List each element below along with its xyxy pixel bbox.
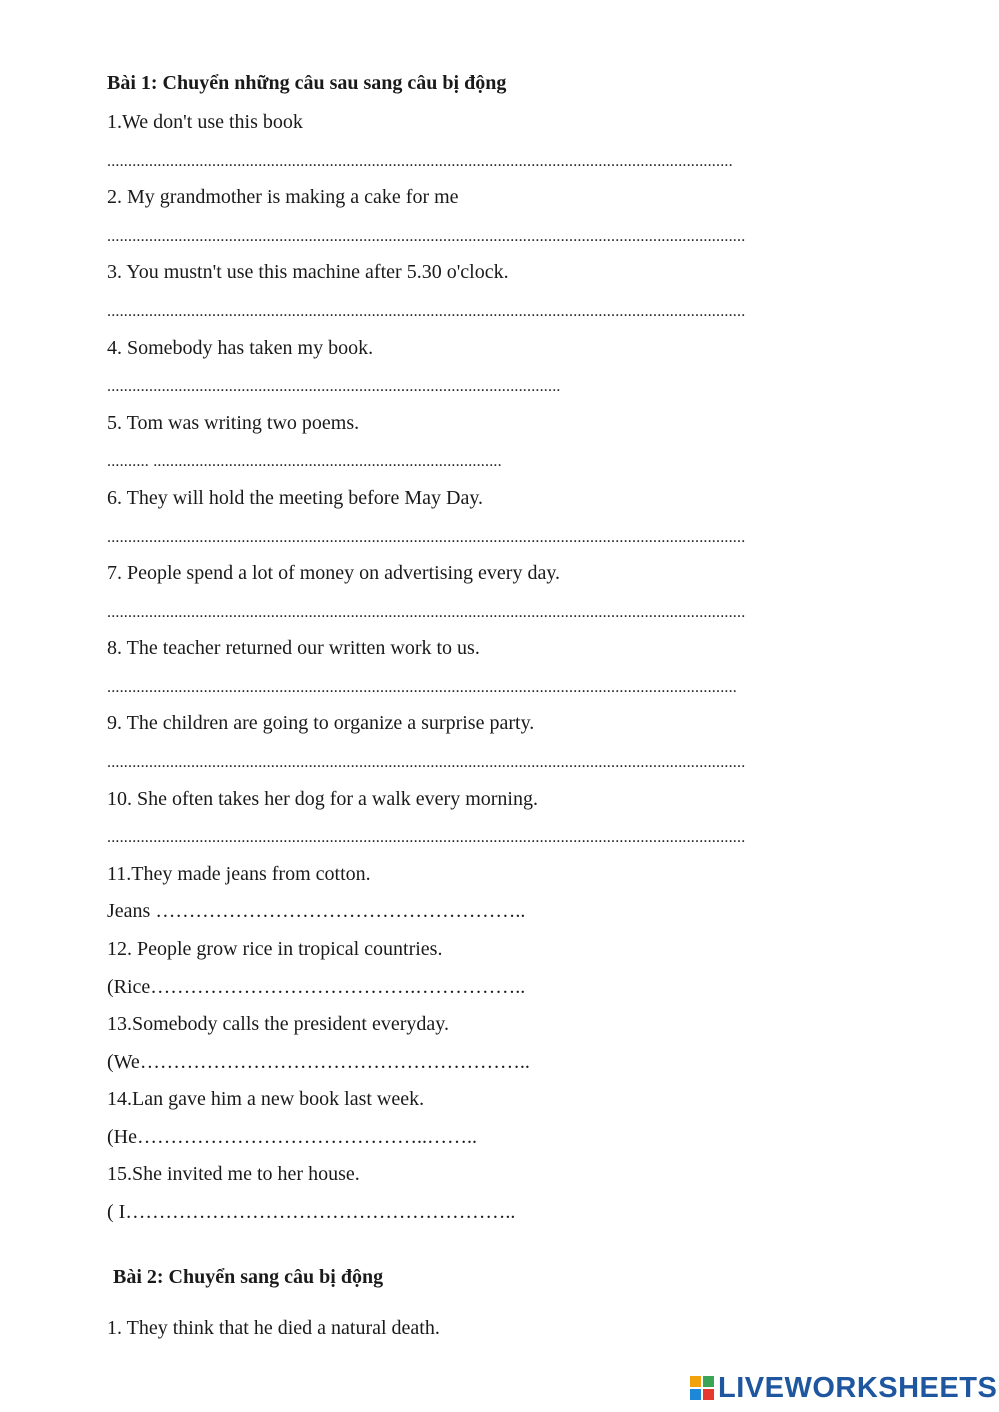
question-3: 3. You mustn't use this machine after 5.30 o'clock. (107, 261, 509, 283)
question-10: 10. She often takes her dog for a walk every morning. (107, 788, 538, 810)
liveworksheets-logo (690, 1372, 997, 1404)
answer-line-14[interactable]: (He……………………………………..…….. (107, 1126, 477, 1148)
section2-heading: Bài 2: Chuyển sang câu bị động (113, 1266, 384, 1288)
answer-line-10[interactable]: ........................................................................................................................................................ (107, 829, 746, 846)
question-1: 1.We don't use this book (107, 111, 303, 133)
answer-line-2[interactable]: ........................................................................................................................................................ (107, 228, 746, 245)
answer-line-4[interactable]: ............................................................................................................ (107, 378, 561, 395)
answer-line-5[interactable]: .......... ................................................................................... (107, 453, 502, 470)
section1-heading: Bài 1: Chuyển những câu sau sang câu bị động (107, 72, 507, 94)
question-6: 6. They will hold the meeting before May Day. (107, 487, 484, 509)
answer-line-11[interactable]: Jeans ……………………………………………….. (107, 900, 526, 922)
question-7: 7. People spend a lot of money on advertising every day. (107, 562, 561, 584)
answer-line-8[interactable]: ...................................................................................................................................................... (107, 679, 737, 696)
question-5: 5. Tom was writing two poems. (107, 412, 360, 434)
liveworksheets-wordmark: LIVEWORKSHEETS (718, 1371, 998, 1404)
answer-line-3[interactable]: ........................................................................................................................................................ (107, 303, 746, 320)
question-2: 2. My grandmother is making a cake for me (107, 186, 459, 208)
answer-line-9[interactable]: ........................................................................................................................................................ (107, 754, 746, 771)
question-14: 14.Lan gave him a new book last week. (107, 1088, 425, 1110)
question-11: 11.They made jeans from cotton. (107, 863, 371, 885)
question-9: 9. The children are going to organize a surprise party. (107, 712, 535, 734)
question-13: 13.Somebody calls the president everyday. (107, 1013, 449, 1035)
answer-line-13[interactable]: (We………………………………………………….. (107, 1051, 530, 1073)
liveworksheets-mark-icon (690, 1376, 714, 1400)
answer-line-12[interactable]: (Rice………………………………….…………….. (107, 976, 526, 998)
question-4: 4. Somebody has taken my book. (107, 337, 374, 359)
answer-line-7[interactable]: ........................................................................................................................................................ (107, 604, 746, 621)
question-15: 15.She invited me to her house. (107, 1163, 360, 1185)
answer-line-15[interactable]: ( I………………………………………………….. (107, 1201, 516, 1223)
answer-line-1[interactable]: ..................................................................................................................................................... (107, 153, 733, 170)
answer-line-6[interactable]: ........................................................................................................................................................ (107, 529, 746, 546)
section2-question-1: 1. They think that he died a natural death. (107, 1317, 440, 1339)
question-12: 12. People grow rice in tropical countries. (107, 938, 443, 960)
question-8: 8. The teacher returned our written work to us. (107, 637, 480, 659)
